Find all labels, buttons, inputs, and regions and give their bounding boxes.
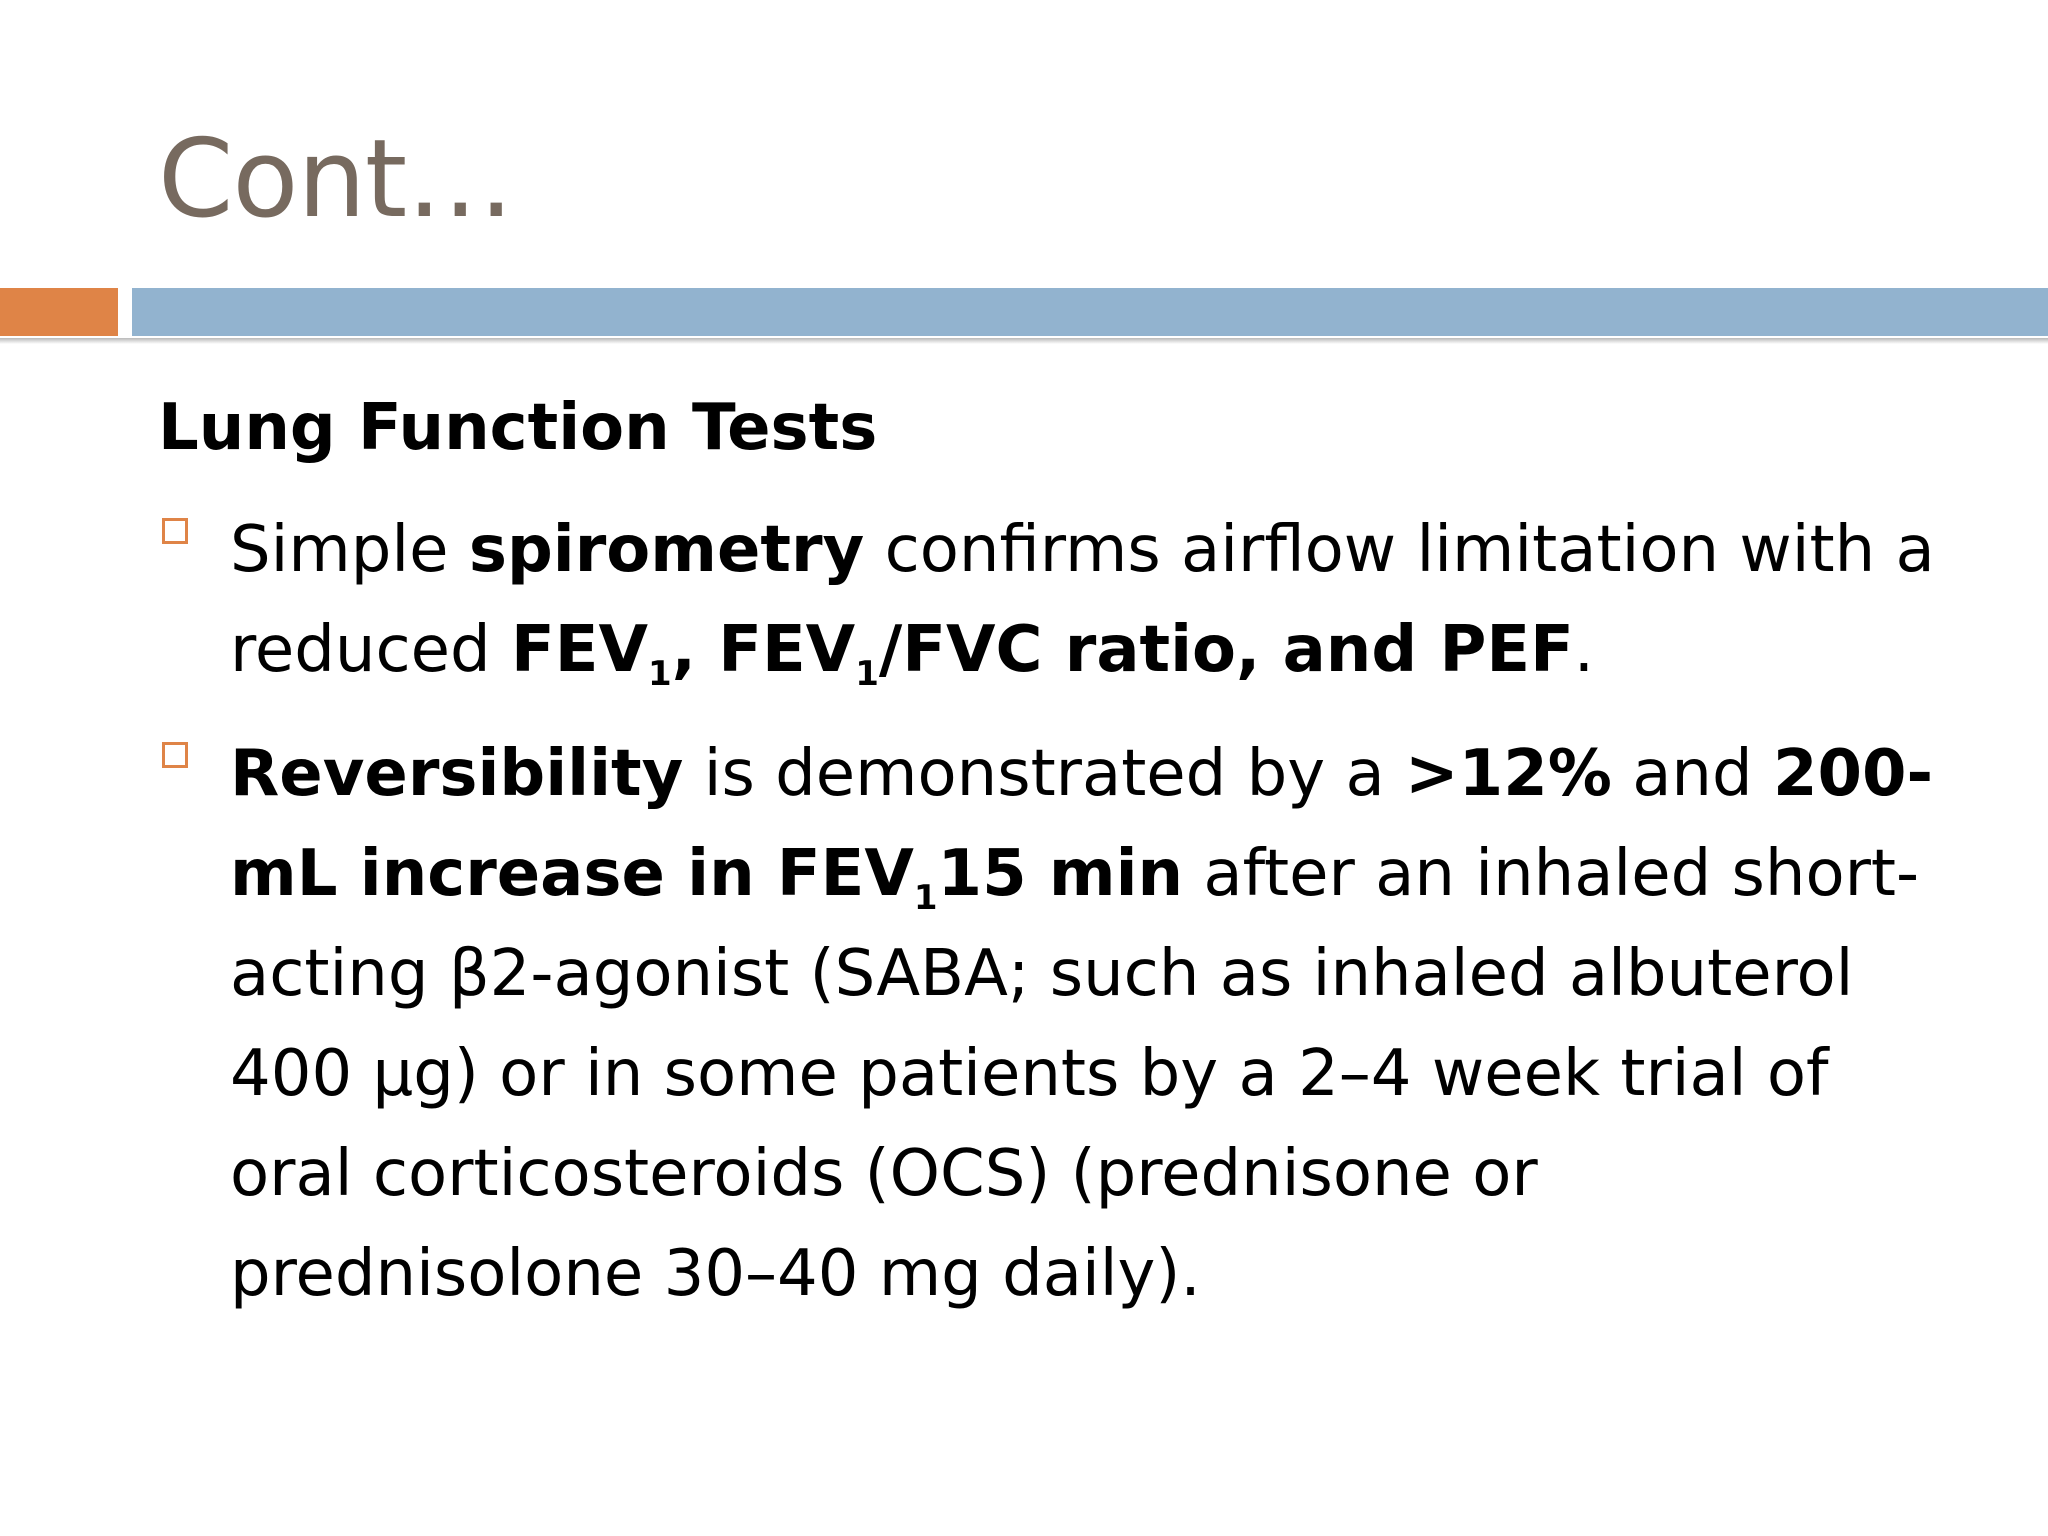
text-run: . bbox=[1573, 613, 1595, 687]
square-bullet-icon bbox=[162, 742, 188, 768]
bold-text-run: 200-mL increase in FEV bbox=[230, 737, 1934, 911]
bullet-item-spirometry bbox=[158, 500, 1968, 700]
title-accent-shadow bbox=[0, 338, 2048, 344]
square-bullet-icon bbox=[162, 518, 188, 544]
bullet-list bbox=[158, 500, 1968, 1348]
bold-text-run: FEV bbox=[511, 613, 648, 687]
text-run: and bbox=[1611, 737, 1773, 811]
text-run: confirms airflow limitation with a reduced bbox=[230, 513, 1935, 687]
subscript-text: 1 bbox=[647, 654, 672, 694]
bold-text-run: spirometry bbox=[468, 513, 865, 587]
text-run: after an inhaled short-acting β2-agonist (SABA; such as inhaled albuterol 400 μg) or in some patients by a 2–4 week trial of oral corticosteroids (OCS) (prednisone or prednisolone 30–40 mg daily). bbox=[230, 837, 1920, 1311]
title-accent-orange-bar bbox=[0, 288, 118, 336]
text-run: is demonstrated by a bbox=[683, 737, 1406, 811]
bold-text-run: >12% bbox=[1405, 737, 1612, 811]
bullet-text bbox=[230, 724, 1968, 1324]
bullet-text bbox=[230, 500, 1968, 700]
bold-text-run: /FVC ratio, and PEF bbox=[878, 613, 1574, 687]
text-run: Simple bbox=[230, 513, 469, 587]
title-accent-blue-bar bbox=[132, 288, 2048, 336]
subscript-text: 1 bbox=[913, 878, 938, 918]
bold-text-run: Reversibility bbox=[230, 737, 684, 811]
bullet-item-reversibility bbox=[158, 724, 1968, 1324]
bold-text-run: 15 min bbox=[937, 837, 1184, 911]
slide-title: Cont… bbox=[158, 117, 514, 242]
subscript-text: 1 bbox=[855, 654, 879, 694]
section-heading: Lung Function Tests bbox=[158, 391, 878, 465]
bold-text-run: , FEV bbox=[671, 613, 856, 687]
